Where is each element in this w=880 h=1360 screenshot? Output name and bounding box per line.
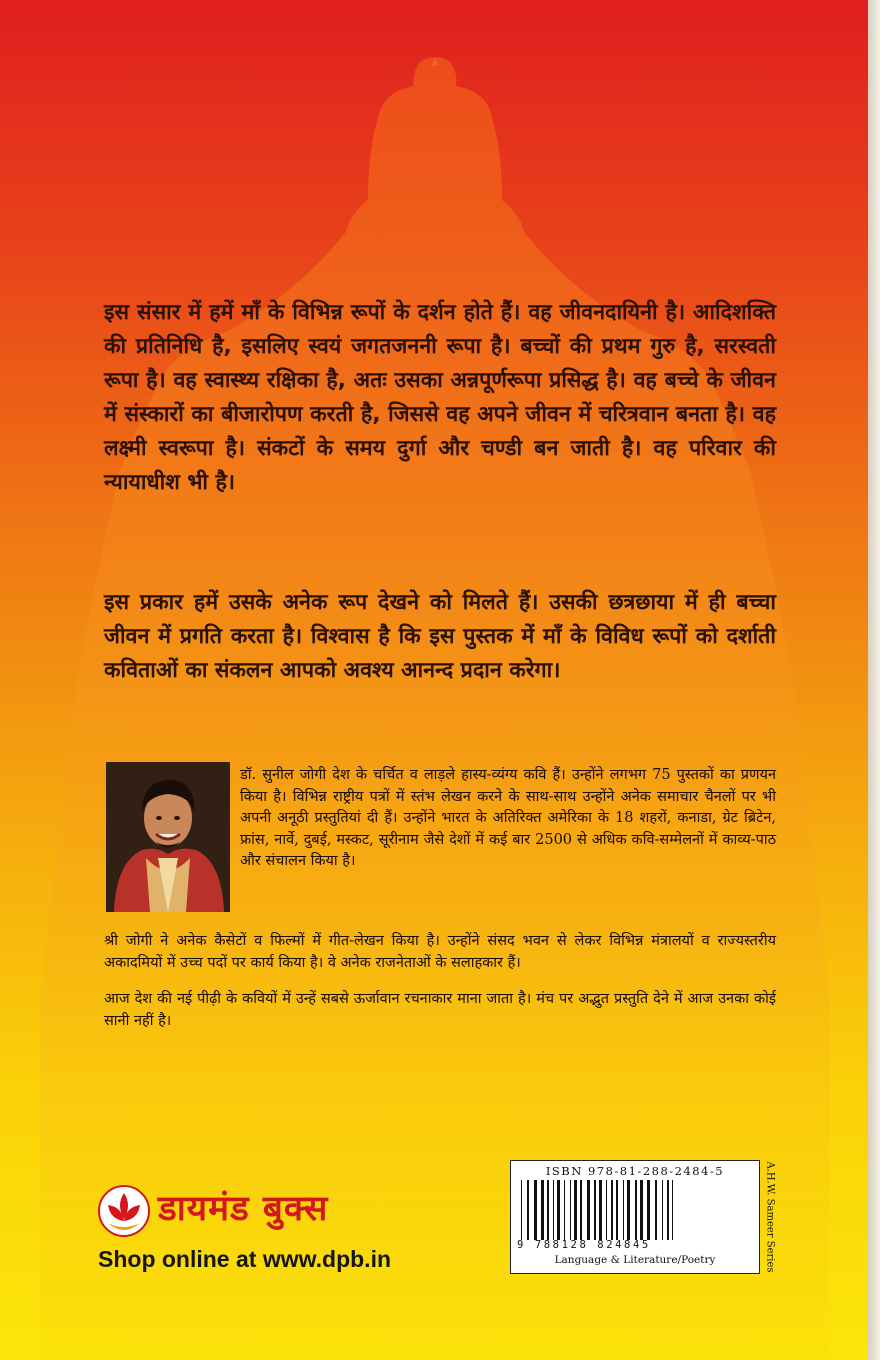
barcode-bar: [570, 1180, 571, 1240]
author-bio-1: डॉ. सुनील जोगी देश के चर्चित व लाड़ले हास्य-व्यंग्य कवि हैं। उन्होंने लगभग 75 पुस्तकों का प्रणयन किया है। विभिन्न राष्ट्रीय पत्रों में स्तंभ लेखन करने के साथ-साथ उन्होंने अनेक समाचार चैनलों पर भी अपनी अनूठी प्रस्तुतियां दी हैं। उन्होंने भारत के अतिरिक्त अमेरिका के 18 शहरों, कनाडा, ग्रेट ब्रिटेन, फ्रांस, नार्वे, दुबई, मस्कट, सूरीनाम जैसे देशों में कई बार 2500 से अधिक कवि-सम्मेलनों में काव्य-पाठ और संचालन किया है।: [240, 767, 776, 869]
barcode-bar: [640, 1180, 643, 1240]
barcode-bar: [553, 1180, 554, 1240]
author-photo: [106, 762, 230, 912]
shop-online-text: Shop online at www.dpb.in: [98, 1246, 392, 1272]
barcode-bar: [587, 1180, 590, 1240]
barcode-bar: [521, 1180, 522, 1240]
barcode-bar: [635, 1180, 637, 1240]
barcode-bar: [594, 1180, 596, 1240]
barcode-bars: [519, 1180, 751, 1240]
barcode-bar: [647, 1180, 650, 1240]
barcode-bar: [623, 1180, 624, 1240]
book-category: Language & Literature/Poetry: [554, 1254, 716, 1266]
barcode-bar: [547, 1180, 549, 1240]
barcode-bar: [527, 1180, 529, 1240]
barcode-bar: [667, 1180, 669, 1240]
barcode-bar: [655, 1180, 657, 1240]
author-bio-2: श्री जोगी ने अनेक कैसेटों व फिल्मों में गीत-लेखन किया है। उन्होंने संसद भवन से लेकर विभिन्न मंत्रालयों व राज्यस्तरीय अकादमियों में उच्च पदों पर कार्य किया है। वे अनेक राजनेताओं के सलाहकार हैं।: [104, 933, 776, 971]
barcode-digits: 9 788128 824845: [517, 1239, 651, 1251]
barcode-bar: [611, 1180, 613, 1240]
barcode-bar: [662, 1180, 663, 1240]
series-label-text: A.H.W. Sameer Series: [764, 1161, 776, 1273]
barcode-bar: [599, 1180, 602, 1240]
barcode-bar: [541, 1180, 544, 1240]
barcode-bar: [564, 1180, 565, 1240]
publisher-logo: [98, 1183, 398, 1238]
isbn-label: ISBN 978-81-288-2484-5: [545, 1164, 725, 1178]
barcode-bar: [627, 1180, 630, 1240]
publisher-name: डायमंड बुक्स: [158, 1189, 329, 1229]
barcode-bar: [534, 1180, 537, 1240]
author-portrait-illustration: [106, 762, 230, 912]
blurb-paragraph-2: इस प्रकार हमें उसके अनेक रूप देखने को मिलते हैं। उसकी छत्रछाया में ही बच्चा जीवन में प्रगति करता है। विश्वास है कि इस पुस्तक में माँ के विविध रूपों को दर्शाती कविताओं का संकलन आपको अवश्य आनन्द प्रदान करेगा।: [104, 590, 776, 683]
isbn-barcode: [510, 1160, 760, 1274]
lotus-icon: [98, 1185, 150, 1237]
barcode-bar: [616, 1180, 618, 1240]
blurb-paragraph-1: इस संसार में हमें माँ के विभिन्न रूपों के दर्शन होते हैं। वह जीवनदायिनी है। आदिशक्ति की प्रतिनिधि है, इसलिए स्वयं जगतजननी रूपा है। बच्चों की प्रथम गुरु है, सरस्वती रूपा है। वह स्वास्थ्य रक्षिका है, अतः उसका अन्नपूर्णरूपा प्रसिद्ध है। वह बच्चे के जीवन में संस्कारों का बीजारोपण करती है, जिससे वह अपने जीवन में चरित्रवान बनता है। वह लक्ष्मी स्वरूपा है। संकटों के समय दुर्गा और चण्डी बन जाती है। वह परिवार की न्यायाधीश भी है।: [104, 300, 776, 495]
barcode-bar: [557, 1180, 560, 1240]
series-label: [762, 1163, 778, 1271]
barcode-bar: [606, 1180, 607, 1240]
author-bio-3: आज देश की नई पीढ़ी के कवियों में उन्हें सबसे ऊर्जावान रचनाकार माना जाता है। मंच पर अद्भुत प्रस्तुति देने में आज उनका कोई सानी नहीं है।: [104, 991, 776, 1029]
barcode-bar: [672, 1180, 673, 1240]
spine-edge: [868, 0, 880, 1360]
barcode-bar: [574, 1180, 577, 1240]
barcode-bar: [580, 1180, 582, 1240]
